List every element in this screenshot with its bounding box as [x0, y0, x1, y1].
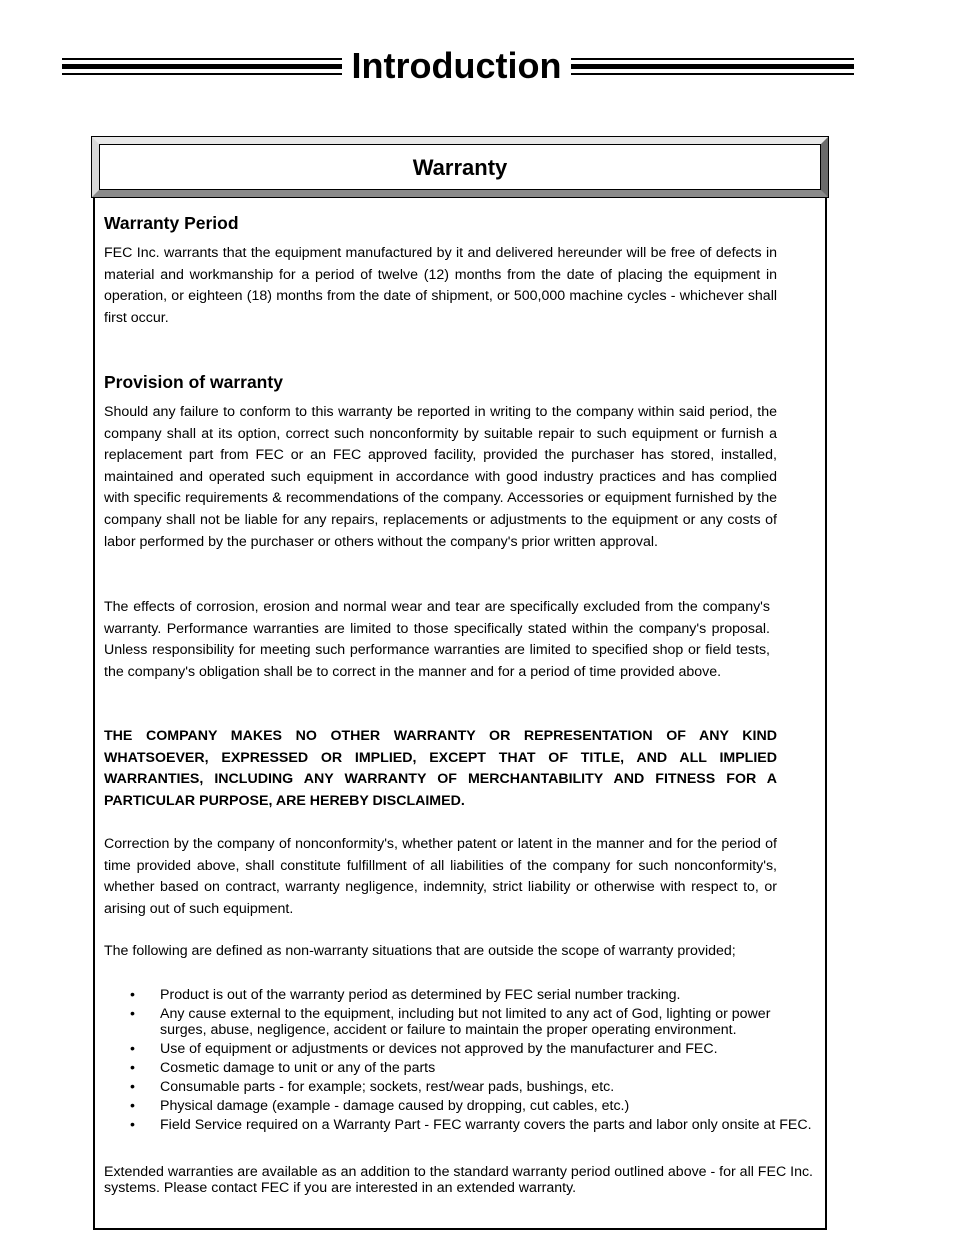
section-banner: [91, 136, 829, 198]
list-item: • Consumable parts - for example; sockets, rest/wear pads, bushings, etc.: [130, 1079, 615, 1095]
period-text: FEC Inc. warrants that the equipment manufactured by it and delivered hereunder will be free of defects in material and workmanship for a period of twelve (12) months from the date of placing the equipment in operation, or eighteen (18) months from the date of shipment, or 500,000 machine cycles - whichever shall first occur.: [104, 245, 777, 326]
bullet-icon: •: [130, 1079, 135, 1095]
correction-paragraph: Correction by the company of nonconformity's, whether patent or latent in the manner and for the period of time provided above, shall constitute fulfillment of all liabilities of the company for such nonconformity's, whether based on contract, warranty negligence, indemnity, strict liability or otherwise with respect to, or arising out of such equipment.: [104, 836, 777, 917]
provision-paragraph-2-wrap: [104, 597, 770, 683]
page-header: [62, 44, 854, 88]
bullet-icon: •: [130, 987, 135, 1003]
extended-warranty-note: Extended warranties are available as an addition to the standard warranty period outlined above - for all FEC Inc. systems. Please contact FEC if you are interested in an extended warranty.: [104, 1164, 813, 1196]
provision-paragraph-1: Should any failure to conform to this warranty be reported in writing to the company within said period, the company shall at its option, correct such nonconformity by suitable repair to such equipment or furnish a replacement part from FEC or an FEC approved facility, provided the purchaser has stored, installed, maintained and operated such equipment in accordance with good industry practices and has complied with specific requirements & recommendations of the company. Accessories or equipment furnished by the company shall not be liable for any repairs, replacements or adjustments to the equipment or any costs of labor performed by the purchaser or others without the company's prior written approval.: [104, 404, 777, 550]
bullet-icon: •: [130, 1006, 135, 1022]
bullet-icon: •: [130, 1041, 135, 1057]
header-rule-left: [62, 58, 342, 76]
banner-title: Warranty: [412, 155, 508, 180]
warranty-period-section: [104, 210, 777, 329]
bullet-icon: •: [130, 1117, 135, 1133]
list-item: • Field Service required on a Warranty Part - FEC warranty covers the parts and labor only onsite at FEC.: [130, 1117, 812, 1133]
disclaimer-wrap: [104, 726, 777, 812]
header-rule-right: [571, 58, 854, 76]
correction-wrap: [104, 834, 777, 920]
disclaimer-paragraph: THE COMPANY MAKES NO OTHER WARRANTY OR REPRESENTATION OF ANY KIND WHATSOEVER, EXPRESSED OR IMPLIED, EXCEPT THAT OF TITLE, AND ALL IMPLIED WARRANTIES, INCLUDING ANY WARRANTY OF MERCHANTABILITY AND FITNESS FOR A PARTICULAR PURPOSE, ARE HEREBY DISCLAIMED.: [104, 728, 777, 809]
section-heading-provision: Provision of warranty: [104, 372, 283, 392]
page-title: Introduction: [351, 45, 562, 86]
provision-section: [104, 369, 777, 553]
list-item: • Product is out of the warranty period as determined by FEC serial number tracking.: [130, 987, 681, 1003]
non-warranty-list: [104, 987, 820, 1133]
list-item: • Cosmetic damage to unit or any of the parts: [130, 1060, 436, 1076]
non-warranty-wrap: [104, 941, 777, 963]
section-heading-period: Warranty Period: [104, 213, 239, 233]
list-item: • Physical damage (example - damage caused by dropping, cut cables, etc.): [130, 1098, 630, 1114]
provision-paragraph-2: The effects of corrosion, erosion and normal wear and tear are specifically excluded from the company's warranty. Performance warranties are limited to those specifically stated within the company's proposal. Unless responsibility for meeting such performance warranties are limited to specified shop or field tests, the company's obligation shall be to correct in the manner and for a period of time provided above.: [104, 599, 770, 680]
extended-warranty-wrap: [104, 1164, 820, 1196]
list-item: • Use of equipment or adjustments or devices not approved by the manufacturer and FEC.: [130, 1041, 718, 1057]
non-warranty-intro: The following are defined as non-warranty situations that are outside the scope of warranty provided;: [104, 943, 736, 959]
bullet-icon: •: [130, 1060, 135, 1076]
bullet-icon: •: [130, 1098, 135, 1114]
non-warranty-list-wrap: [104, 987, 820, 1136]
list-item: • Any cause external to the equipment, including but not limited to any act of God, lighting or power surges, abuse, negligence, accident or failure to maintain the proper operating environment.: [130, 1006, 771, 1038]
